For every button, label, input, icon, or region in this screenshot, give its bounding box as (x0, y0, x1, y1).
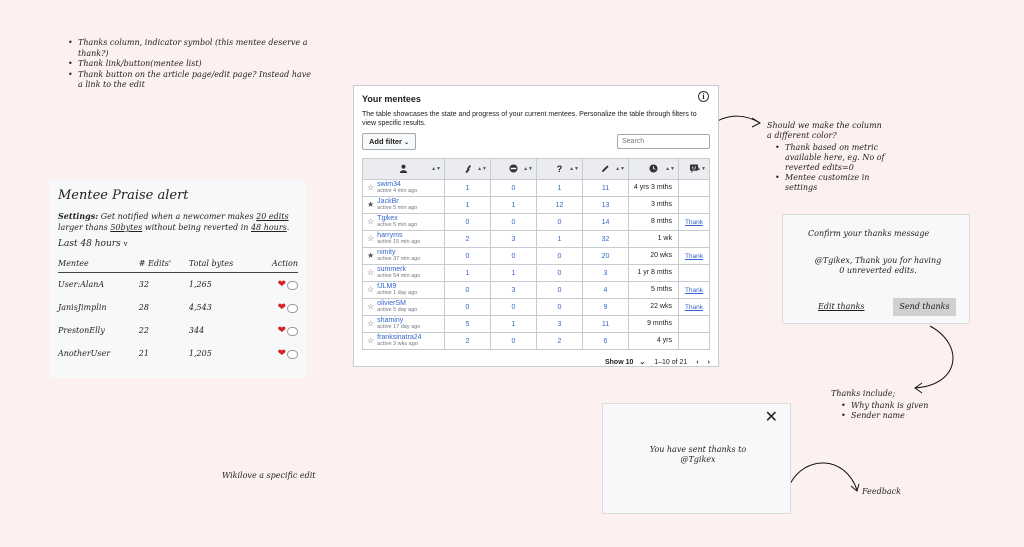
thank-link[interactable]: Thank (679, 248, 710, 265)
col-questions[interactable] (537, 159, 583, 180)
thank-link (679, 333, 710, 350)
questions-count[interactable]: 12 (537, 197, 583, 214)
mentee-cell (363, 299, 445, 316)
reverted-count[interactable]: 1 (445, 180, 491, 197)
speech-bubble-icon[interactable] (287, 281, 298, 290)
col-action: Action (258, 255, 298, 273)
confirm-title: Confirm your thanks message (808, 229, 930, 238)
edits-count[interactable]: 32 (583, 231, 629, 248)
questions-count[interactable]: 1 (537, 231, 583, 248)
chevron-down-icon: ⌄ (404, 140, 410, 146)
feedback-note: Feedback (862, 487, 901, 496)
last-active: active 15 min ago (377, 239, 421, 245)
questions-count[interactable]: 1 (537, 180, 583, 197)
table-row (363, 265, 710, 282)
praise-table (58, 255, 298, 365)
settings-text: . (286, 223, 290, 232)
edits-count[interactable]: 4 (583, 282, 629, 299)
questions-count[interactable]: 0 (537, 214, 583, 231)
brush-icon (463, 165, 473, 175)
show-label: Show 10 (604, 359, 634, 366)
reverted-count[interactable]: 0 (445, 282, 491, 299)
color-note (767, 121, 887, 193)
table-row (363, 333, 710, 350)
sort-icon: ▲▼ (477, 166, 487, 172)
tenure: 8 mths (629, 214, 679, 231)
tenure: 4 yrs (629, 333, 679, 350)
tenure: 1 yr 8 mths (629, 265, 679, 282)
last-active: active 5 min ago (377, 222, 418, 228)
user-icon (399, 165, 408, 175)
mentee-name: PrestonElly (58, 326, 105, 335)
mentee-name: AnotherUser (58, 349, 111, 358)
color-question: Should we make the column a different color? (767, 121, 882, 140)
star-outline-icon[interactable]: ☆ (367, 233, 375, 243)
questions-count[interactable]: 0 (537, 248, 583, 265)
mentee-link[interactable]: Tgikex (377, 215, 398, 222)
blocks-count[interactable]: 0 (491, 180, 537, 197)
speech-bubble-icon[interactable] (287, 304, 298, 313)
col-edits[interactable] (583, 159, 629, 180)
show-count-select[interactable] (605, 358, 645, 366)
note-item: • Thanks column, indicator symbol (this mentee deserve a thank?) (68, 38, 318, 59)
col-tenure[interactable] (629, 159, 679, 180)
thank-link[interactable]: Thank (679, 282, 710, 299)
col-edits: # Edits' (139, 255, 189, 273)
settings-text: Get notified when a newcomer makes (98, 212, 257, 221)
speech-bubble-icon[interactable] (287, 327, 298, 336)
edits-count[interactable]: 3 (583, 265, 629, 282)
mentees-table (362, 158, 710, 350)
questions-count[interactable]: 0 (537, 299, 583, 316)
info-icon[interactable]: i (698, 91, 709, 102)
tenure: 22 wks (629, 299, 679, 316)
next-page-icon[interactable]: › (707, 358, 710, 366)
mentee-link[interactable]: franksinatra24 (377, 334, 422, 341)
blocks-count[interactable]: 0 (491, 214, 537, 231)
tenure: 4 yrs 3 mths (629, 180, 679, 197)
prev-page-icon[interactable]: ‹ (696, 358, 699, 366)
total-bytes: 4,543 (188, 303, 212, 312)
blocks-count[interactable]: 0 (491, 333, 537, 350)
mentee-name: JanisJimplin (58, 303, 107, 312)
blocks-count[interactable]: 1 (491, 197, 537, 214)
bytes-threshold-link[interactable]: 50bytes (110, 223, 143, 232)
edit-count: 21 (138, 349, 149, 358)
mentee-cell (363, 333, 445, 350)
star-outline-icon[interactable]: ☆ (367, 284, 375, 294)
edit-count: 28 (138, 303, 149, 312)
edits-count[interactable]: 11 (583, 316, 629, 333)
mentee-cell (363, 316, 445, 333)
note-item: • Thank based on metric available here, eg. No of reverted edits=0 (775, 143, 887, 173)
confirm-message: @Tgikex, Thank you for having 0 unreverted edits. (814, 256, 942, 275)
send-thanks-button[interactable]: Send thanks (893, 298, 956, 316)
questions-count[interactable]: 2 (537, 333, 583, 350)
table-row (363, 316, 710, 333)
mentee-link[interactable]: summerk (377, 266, 406, 273)
wikilove-note: Wikilove a specific edit (222, 471, 316, 480)
col-user[interactable] (363, 159, 445, 180)
edit-count: 22 (138, 326, 149, 335)
mentee-cell (363, 180, 445, 197)
thank-link[interactable]: Thank (679, 299, 710, 316)
note-item: • Why thank is given (841, 401, 928, 411)
block-icon (509, 165, 518, 175)
last-active: active 5 day ago (377, 307, 418, 313)
mentee-link[interactable]: shaminy (377, 317, 404, 324)
period-label: Last 48 hours (58, 239, 121, 249)
speech-bubble-icon[interactable] (287, 350, 298, 359)
total-bytes: 1,205 (188, 349, 212, 358)
star-outline-icon[interactable]: ☆ (367, 301, 375, 311)
last-active: active 17 day ago (377, 324, 421, 330)
thank-link (679, 316, 710, 333)
blocks-count[interactable]: 3 (491, 231, 537, 248)
settings-label: Settings: (58, 211, 99, 221)
col-thanks[interactable] (679, 159, 710, 180)
thank-link (679, 180, 710, 197)
mentees-description: The table showcases the state and progress of your current mentees. Personalize the table through filters to view specific results. (362, 111, 697, 127)
tenure: 3 mths (629, 197, 679, 214)
reverted-count[interactable]: 2 (445, 333, 491, 350)
mentee-link[interactable]: JackBr (377, 198, 399, 205)
reverted-count[interactable]: 0 (445, 214, 491, 231)
sort-icon: ▲▼ (431, 166, 441, 172)
edits-count[interactable]: 6 (583, 333, 629, 350)
add-filter-label: Add filter (369, 137, 402, 146)
last-active: active 4 min ago (377, 188, 418, 194)
mentee-link[interactable]: swim34 (377, 181, 401, 188)
close-icon[interactable]: ✕ (764, 407, 778, 426)
table-row (58, 296, 298, 319)
mentee-link[interactable]: olivierSM (377, 300, 406, 307)
thank-link (679, 231, 710, 248)
last-active: active 37 min ago (377, 256, 421, 262)
edits-count[interactable]: 9 (583, 299, 629, 316)
mentees-title: Your mentees (362, 94, 421, 104)
edits-count[interactable]: 11 (583, 180, 629, 197)
questions-count[interactable]: 0 (537, 282, 583, 299)
table-row (58, 319, 298, 342)
tenure: 1 wk (629, 231, 679, 248)
sort-icon: ▲▼ (665, 166, 675, 172)
mentee-cell (363, 265, 445, 282)
star-outline-icon[interactable]: ☆ (367, 318, 375, 328)
mentee-cell (363, 197, 445, 214)
star-outline-icon[interactable]: ☆ (367, 267, 375, 277)
thanks-include-note (831, 389, 928, 421)
praise-title: Mentee Praise alert (58, 188, 189, 203)
heart-icon[interactable]: ❤ (277, 279, 286, 290)
thanks-sent-dialog (602, 403, 791, 514)
mentee-link[interactable]: harryms (377, 232, 403, 239)
reverted-count[interactable]: 2 (445, 231, 491, 248)
star-filled-icon[interactable]: ★ (367, 250, 375, 260)
tenure: 9 mnths (629, 316, 679, 333)
questions-count[interactable]: 3 (537, 316, 583, 333)
tenure: 20 wks (629, 248, 679, 265)
heart-icon[interactable]: ❤ (277, 302, 286, 313)
last-active: active 5 min ago (377, 205, 418, 211)
reverted-count[interactable]: 5 (445, 316, 491, 333)
total-bytes: 344 (188, 326, 205, 335)
note-item: • Thank link/button(mentee list) (68, 59, 318, 70)
blocks-count[interactable]: 0 (491, 248, 537, 265)
mentee-link[interactable]: fJLM9 (377, 283, 397, 290)
settings-text: without being reverted in (142, 223, 251, 232)
mentee-cell (363, 214, 445, 231)
tenure: 5 mths (629, 282, 679, 299)
edit-thanks-link[interactable]: Edit thanks (818, 302, 865, 311)
search-input[interactable]: Search (617, 134, 710, 149)
mentee-cell (363, 248, 445, 265)
edits-threshold-link[interactable]: 20 edits (256, 212, 289, 221)
mentee-cell (363, 231, 445, 248)
edits-count[interactable]: 20 (583, 248, 629, 265)
last-active: active 3 wks ago (377, 341, 418, 347)
notes-top (68, 38, 318, 91)
table-row (363, 214, 710, 231)
mentee-cell (363, 282, 445, 299)
edits-count[interactable]: 13 (583, 197, 629, 214)
col-bytes: Total bytes (189, 255, 258, 273)
chevron-down-icon: v (123, 240, 128, 248)
settings-text: larger thans (58, 223, 111, 232)
period-dropdown[interactable] (58, 239, 298, 249)
thanks-include-title: Thanks include; (831, 389, 896, 398)
praise-alert-card (50, 180, 306, 378)
thank-link (679, 197, 710, 214)
note-item: • Sender name (841, 411, 928, 421)
questions-count[interactable]: 0 (537, 265, 583, 282)
star-outline-icon[interactable]: ☆ (367, 182, 375, 192)
sort-icon: ▲▼ (569, 166, 579, 172)
thank-link (679, 265, 710, 282)
question-icon: ? (556, 164, 563, 174)
reverted-count[interactable]: 0 (445, 248, 491, 265)
note-item: • Mentee customize in settings (775, 173, 887, 193)
total-bytes: 1,265 (188, 280, 212, 289)
blocks-count[interactable]: 1 (491, 316, 537, 333)
sent-message: You have sent thanks to @Tgikex (649, 445, 747, 464)
hours-threshold-link[interactable]: 48 hours (250, 223, 287, 232)
sort-icon: ▲▼ (615, 166, 625, 172)
star-outline-icon[interactable]: ☆ (367, 335, 375, 345)
pencil-icon (601, 165, 610, 175)
sort-icon: ▲▼ (523, 166, 533, 172)
clock-icon (649, 165, 658, 175)
heart-icon[interactable]: ❤ (277, 348, 286, 359)
heart-icon[interactable]: ❤ (277, 325, 286, 336)
blocks-count[interactable]: 0 (491, 299, 537, 316)
table-row (58, 342, 298, 365)
praise-settings (58, 211, 298, 233)
col-reverted[interactable] (445, 159, 491, 180)
star-filled-icon[interactable]: ★ (367, 199, 375, 209)
reverted-count[interactable]: 0 (445, 299, 491, 316)
mentee-link[interactable]: nimity (377, 249, 396, 256)
edits-count[interactable]: 14 (583, 214, 629, 231)
col-mentee: Mentee (58, 255, 139, 273)
last-active: active 54 min ago (377, 273, 421, 279)
col-blocks[interactable] (491, 159, 537, 180)
edit-count: 32 (138, 280, 149, 289)
last-active: active 1 day ago (377, 290, 418, 296)
mentees-panel (353, 85, 719, 367)
reverted-count[interactable]: 1 (445, 197, 491, 214)
page-range: 1–10 of 21 (654, 358, 688, 366)
sort-icon: ▲▼ (696, 166, 706, 172)
note-item: • Thank button on the article page/edit page? Instead have a link to the edit (68, 70, 318, 91)
add-filter-button[interactable] (362, 133, 416, 150)
table-row (363, 197, 710, 214)
chevron-down-icon: ⌄ (639, 359, 646, 366)
thank-link[interactable]: Thank (679, 214, 710, 231)
blocks-count[interactable]: 3 (491, 282, 537, 299)
table-row (363, 282, 710, 299)
star-outline-icon[interactable]: ☆ (367, 216, 375, 226)
table-row (363, 299, 710, 316)
reverted-count[interactable]: 1 (445, 265, 491, 282)
table-row (58, 273, 298, 297)
table-row (363, 180, 710, 197)
pagination (362, 358, 710, 366)
mentee-name: User:AlanA (58, 280, 105, 289)
table-row (363, 248, 710, 265)
table-row (363, 231, 710, 248)
confirm-thanks-dialog (782, 214, 970, 324)
blocks-count[interactable]: 1 (491, 265, 537, 282)
